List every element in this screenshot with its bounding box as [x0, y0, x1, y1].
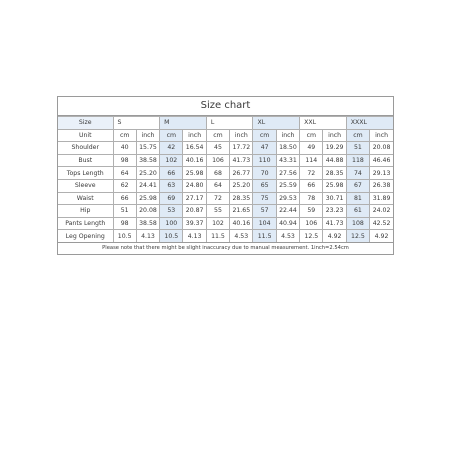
measurement-value: 23.23 — [323, 205, 346, 218]
measurement-value: 24.41 — [136, 179, 159, 192]
unit-cell: cm — [253, 129, 276, 142]
unit-cell: cm — [113, 129, 136, 142]
measurement-value: 12.5 — [346, 230, 369, 242]
measurement-row — [58, 179, 393, 192]
measurement-value: 68 — [206, 167, 229, 180]
measurement-label: Waist — [58, 192, 113, 205]
size-header-xxxl: XXXL — [346, 117, 393, 130]
size-header-row — [58, 117, 393, 130]
measurement-value: 28.35 — [323, 167, 346, 180]
measurement-value: 40.16 — [230, 217, 253, 230]
measurement-value: 41.73 — [230, 154, 253, 167]
size-header-s: S — [113, 117, 160, 130]
measurement-value: 29.13 — [370, 167, 393, 180]
measurement-label: Bust — [58, 154, 113, 167]
measurement-value: 98 — [113, 154, 136, 167]
measurement-value: 19.29 — [323, 142, 346, 155]
measurement-value: 102 — [160, 154, 183, 167]
unit-cell: inch — [136, 129, 159, 142]
measurement-value: 51 — [346, 142, 369, 155]
measurement-row — [58, 217, 393, 230]
measurement-note: Please note that there might be slight inaccuracy due to manual measurement. 1inch=2.54cm — [58, 242, 393, 254]
measurement-value: 81 — [346, 192, 369, 205]
size-chart-title: Size chart — [58, 97, 393, 116]
size-header-xxl: XXL — [300, 117, 347, 130]
measurement-value: 24.80 — [183, 179, 206, 192]
size-table — [58, 116, 393, 242]
measurement-value: 28.35 — [230, 192, 253, 205]
measurement-row — [58, 154, 393, 167]
measurement-value: 4.92 — [323, 230, 346, 242]
measurement-value: 66 — [113, 192, 136, 205]
measurement-value: 49 — [300, 142, 323, 155]
measurement-row — [58, 167, 393, 180]
measurement-value: 108 — [346, 217, 369, 230]
measurement-row — [58, 142, 393, 155]
measurement-value: 10.5 — [113, 230, 136, 242]
measurement-value: 118 — [346, 154, 369, 167]
measurement-value: 55 — [206, 205, 229, 218]
unit-cell: cm — [346, 129, 369, 142]
measurement-value: 41.73 — [323, 217, 346, 230]
measurement-value: 72 — [300, 167, 323, 180]
size-header-m: M — [160, 117, 207, 130]
measurement-value: 25.20 — [230, 179, 253, 192]
measurement-value: 26.77 — [230, 167, 253, 180]
measurement-label: Hip — [58, 205, 113, 218]
measurement-value: 20.87 — [183, 205, 206, 218]
measurement-value: 66 — [300, 179, 323, 192]
unit-cell: inch — [183, 129, 206, 142]
measurement-value: 16.54 — [183, 142, 206, 155]
unit-label-cell: Unit — [58, 129, 113, 142]
measurement-value: 11.5 — [253, 230, 276, 242]
measurement-value: 110 — [253, 154, 276, 167]
measurement-value: 10.5 — [160, 230, 183, 242]
measurement-value: 38.58 — [136, 154, 159, 167]
measurement-value: 45 — [206, 142, 229, 155]
measurement-value: 69 — [160, 192, 183, 205]
measurement-value: 20.08 — [370, 142, 393, 155]
measurement-value: 104 — [253, 217, 276, 230]
measurement-value: 102 — [206, 217, 229, 230]
measurement-label: Sleeve — [58, 179, 113, 192]
measurement-value: 59 — [300, 205, 323, 218]
unit-cell: cm — [300, 129, 323, 142]
unit-cell: inch — [230, 129, 253, 142]
measurement-value: 57 — [253, 205, 276, 218]
measurement-value: 65 — [253, 179, 276, 192]
measurement-value: 4.53 — [276, 230, 299, 242]
measurement-value: 67 — [346, 179, 369, 192]
measurement-value: 25.59 — [276, 179, 299, 192]
unit-cell: cm — [160, 129, 183, 142]
unit-row — [58, 129, 393, 142]
measurement-value: 4.53 — [230, 230, 253, 242]
measurement-label: Tops Length — [58, 167, 113, 180]
measurement-value: 74 — [346, 167, 369, 180]
measurement-value: 21.65 — [230, 205, 253, 218]
measurement-value: 114 — [300, 154, 323, 167]
measurement-value: 106 — [300, 217, 323, 230]
measurement-value: 27.17 — [183, 192, 206, 205]
measurement-label: Pants Length — [58, 217, 113, 230]
measurement-value: 64 — [206, 179, 229, 192]
measurement-value: 75 — [253, 192, 276, 205]
measurement-value: 70 — [253, 167, 276, 180]
measurement-value: 17.72 — [230, 142, 253, 155]
size-label-cell: Size — [58, 117, 113, 130]
unit-cell: inch — [323, 129, 346, 142]
measurement-value: 72 — [206, 192, 229, 205]
measurement-value: 39.37 — [183, 217, 206, 230]
measurement-value: 25.20 — [136, 167, 159, 180]
measurement-value: 18.50 — [276, 142, 299, 155]
measurement-value: 31.89 — [370, 192, 393, 205]
measurement-value: 40.94 — [276, 217, 299, 230]
measurement-value: 44.88 — [323, 154, 346, 167]
size-header-xl: XL — [253, 117, 300, 130]
measurement-value: 66 — [160, 167, 183, 180]
measurement-value: 24.02 — [370, 205, 393, 218]
measurement-value: 64 — [113, 167, 136, 180]
measurement-value: 12.5 — [300, 230, 323, 242]
measurement-value: 25.98 — [183, 167, 206, 180]
size-table-body — [58, 117, 393, 242]
measurement-row — [58, 205, 393, 218]
measurement-value: 98 — [113, 217, 136, 230]
measurement-value: 63 — [160, 179, 183, 192]
measurement-value: 47 — [253, 142, 276, 155]
measurement-value: 40 — [113, 142, 136, 155]
measurement-value: 4.92 — [370, 230, 393, 242]
measurement-value: 29.53 — [276, 192, 299, 205]
measurement-value: 106 — [206, 154, 229, 167]
measurement-value: 4.13 — [136, 230, 159, 242]
measurement-value: 20.08 — [136, 205, 159, 218]
measurement-value: 40.16 — [183, 154, 206, 167]
unit-cell: cm — [206, 129, 229, 142]
measurement-value: 42.52 — [370, 217, 393, 230]
measurement-value: 62 — [113, 179, 136, 192]
measurement-value: 4.13 — [183, 230, 206, 242]
measurement-value: 78 — [300, 192, 323, 205]
measurement-value: 42 — [160, 142, 183, 155]
measurement-value: 46.46 — [370, 154, 393, 167]
measurement-label: Shoulder — [58, 142, 113, 155]
measurement-value: 51 — [113, 205, 136, 218]
measurement-value: 27.56 — [276, 167, 299, 180]
measurement-value: 11.5 — [206, 230, 229, 242]
measurement-value: 61 — [346, 205, 369, 218]
measurement-value: 25.98 — [323, 179, 346, 192]
measurement-value: 30.71 — [323, 192, 346, 205]
measurement-value: 38.58 — [136, 217, 159, 230]
size-header-l: L — [206, 117, 253, 130]
measurement-value: 100 — [160, 217, 183, 230]
measurement-label: Leg Opening — [58, 230, 113, 242]
measurement-value: 15.75 — [136, 142, 159, 155]
measurement-value: 26.38 — [370, 179, 393, 192]
measurement-value: 22.44 — [276, 205, 299, 218]
measurement-value: 25.98 — [136, 192, 159, 205]
measurement-row — [58, 192, 393, 205]
unit-cell: inch — [370, 129, 393, 142]
size-chart — [57, 96, 394, 255]
measurement-value: 53 — [160, 205, 183, 218]
measurement-row — [58, 230, 393, 242]
unit-cell: inch — [276, 129, 299, 142]
measurement-value: 43.31 — [276, 154, 299, 167]
